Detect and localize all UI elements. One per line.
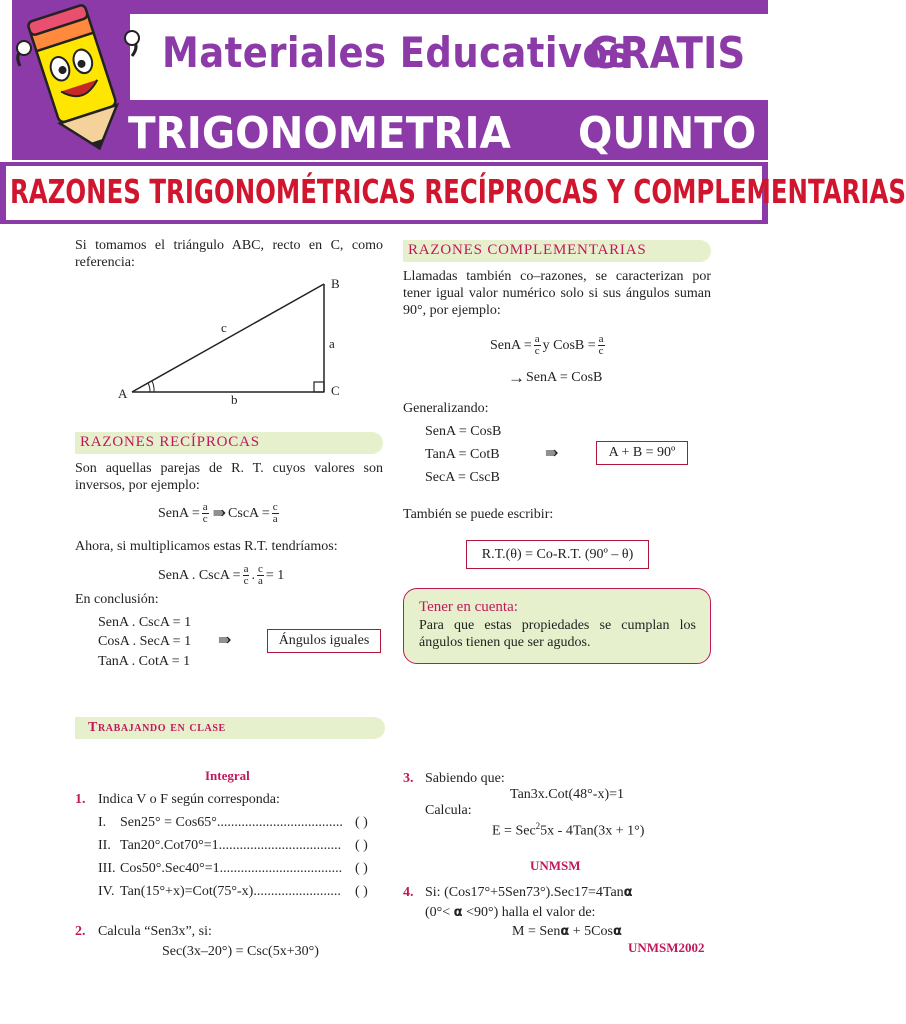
q4-range-end: <90°) halla el valor de: (462, 905, 596, 920)
q4-range-start: (0°< (425, 905, 454, 920)
item-2-roman: II. (98, 838, 111, 853)
item-3-roman: III. (98, 861, 116, 876)
fraction-a-c (534, 334, 541, 357)
site-title: Materiales Educativos (162, 28, 631, 77)
item-2-answer-blank[interactable]: ( ) (355, 838, 368, 853)
implies-arrow-icon: ⇛ (212, 505, 227, 522)
item-4-roman: IV. (98, 884, 115, 899)
question-2-number: 2. (75, 924, 86, 939)
intro-text: Si tomamos el triángulo ABC, recto en C, como referencia: (75, 238, 383, 270)
unmsm-label: UNMSM (530, 858, 581, 873)
q4-expr-b: + 5Cos (569, 924, 613, 939)
reciprocal-identity-3: TanA . CotA = 1 (98, 654, 191, 669)
question-4-expression (512, 923, 622, 940)
eq1-right: CscA = (228, 506, 270, 521)
item-1-answer-blank[interactable]: ( ) (355, 815, 368, 830)
integral-label: Integral (205, 768, 250, 783)
complementary-example-equation (490, 334, 607, 357)
eq1-left: SenA = (158, 506, 200, 521)
reciprocal-definition: Son aquellas parejas de R. T. cuyos valores son inversos, por ejemplo: (75, 461, 383, 493)
fraction-a-c (202, 502, 209, 525)
denominator: c (598, 345, 604, 357)
complementary-result (508, 369, 602, 386)
alpha-symbol: α (623, 885, 633, 900)
subject-label: TRIGONOMETRIA (128, 108, 511, 159)
right-triangle-diagram (110, 272, 370, 412)
question-4-range (425, 904, 595, 921)
equal-angles-box: Ángulos iguales (267, 629, 381, 653)
cofunction-identity-3: SecA = CscB (425, 470, 500, 485)
question-2-text: Calcula “Sen3x”, si: (98, 924, 212, 939)
site-gratis: GRATIS (588, 28, 746, 79)
question-3-text: Sabiendo que: (425, 771, 505, 786)
numerator: a (534, 333, 540, 345)
alpha-symbol: α (453, 905, 463, 920)
cofunction-identity-1: SenA = CosB (425, 424, 502, 439)
numerator: c (257, 563, 263, 575)
fraction-a-c (243, 564, 250, 587)
side-a-label: a (329, 336, 335, 351)
cofunction-formula-box: R.T.(θ) = Co-R.T. (90º – θ) (466, 540, 649, 569)
denominator: c (243, 575, 249, 587)
question-4-number: 4. (403, 885, 414, 900)
item-1-text: Sen25° = Cos65°.................................... (120, 815, 343, 830)
also-written-label: También se puede escribir: (403, 507, 554, 522)
item-3-answer-blank[interactable]: ( ) (355, 861, 368, 876)
eq3-result: SenA = CosB (526, 370, 603, 385)
multiply-text: Ahora, si multiplicamos estas R.T. tendríamos: (75, 539, 338, 554)
item-1-roman: I. (98, 815, 107, 830)
eq2-right: = 1 (265, 568, 285, 583)
reciprocal-identity-1: SenA . CscA = 1 (98, 615, 192, 630)
vertex-b-label: B (331, 276, 340, 291)
denominator: c (534, 345, 540, 357)
alpha-symbol: α (612, 924, 622, 939)
numerator: a (243, 563, 249, 575)
implies-arrow-icon: ⇛ (218, 632, 232, 649)
expr-part-a: E = Sec (492, 823, 536, 839)
question-2-equation: Sec(3x–20°) = Csc(5x+30°) (162, 944, 319, 959)
right-arrow-icon: → (508, 368, 525, 387)
reciprocal-identity-2: CosA . SecA = 1 (98, 634, 192, 649)
pencil-mascot-icon (12, 4, 142, 154)
question-1-number: 1. (75, 792, 86, 807)
item-2-text: Tan20°.Cot70°=1................................... (120, 838, 342, 853)
conclusion-label: En conclusión: (75, 592, 159, 607)
note-body: Para que estas propiedades se cumplan los ángulos tienen que ser agudos. (419, 618, 696, 650)
eq3-left: SenA = (490, 338, 532, 353)
side-b-label: b (231, 392, 238, 407)
expr-exponent: 2 (535, 821, 541, 831)
vertex-a-label: A (118, 386, 128, 401)
cofunction-identity-2: TanA = CotB (425, 447, 500, 462)
side-c-label: c (221, 320, 227, 335)
denominator: a (272, 513, 278, 525)
section-complementary-title: RAZONES COMPLEMENTARIAS (408, 242, 647, 258)
header (0, 0, 906, 225)
product-equation (158, 564, 284, 587)
numerator: c (272, 501, 278, 513)
section-reciprocal-title: RAZONES RECÍPROCAS (80, 434, 260, 450)
sum-90-box: A + B = 90º (596, 441, 688, 465)
vertex-c-label: C (331, 383, 340, 398)
reciprocal-example-equation (158, 502, 281, 525)
source-label: UNMSM2002 (628, 940, 705, 955)
q4-expr-a: M = Sen (512, 924, 561, 939)
item-3-text: Cos50°.Sec40°=1................................... (120, 861, 343, 876)
item-4-answer-blank[interactable]: ( ) (355, 884, 368, 899)
expr-part-b: 5x - 4Tan(3x + 1°) (540, 823, 645, 839)
item-4-text: Tan(15°+x)=Cot(75°-x)......................... (120, 884, 341, 899)
implies-arrow-icon: ⇛ (545, 445, 559, 462)
fraction-a-c (598, 334, 605, 357)
generalizing-label: Generalizando: (403, 401, 489, 416)
question-3-calc-label: Calcula: (425, 803, 472, 818)
practice-title: Trabajando en clase (88, 720, 226, 735)
denominator: c (202, 513, 208, 525)
topic-title: RAZONES TRIGONOMÉTRICAS RECÍPROCAS Y COMPLEMENTARIAS (10, 172, 906, 211)
denominator: a (257, 575, 263, 587)
q4-condition: Si: (Cos17°+5Sen73°).Sec17=4Tan (425, 885, 624, 900)
alpha-symbol: α (560, 924, 570, 939)
numerator: a (202, 501, 208, 513)
fraction-c-a (272, 502, 279, 525)
question-1-text: Indica V o F según corresponda: (98, 792, 280, 807)
fraction-c-a (257, 564, 264, 587)
grade-label: QUINTO (578, 108, 757, 159)
eq2-left: SenA . CscA = (158, 568, 241, 583)
question-3-number: 3. (403, 771, 414, 786)
question-4-text (425, 884, 633, 901)
complementary-definition: Llamadas también co–razones, se caracterizan por tener igual valor numérico solo si sus ángulos suman 90°, por ejemplo: (403, 269, 711, 318)
multiply-dot: . (251, 568, 255, 583)
numerator: a (598, 333, 604, 345)
question-3-expression (492, 818, 644, 840)
question-3-given: Tan3x.Cot(48°-x)=1 (510, 787, 624, 802)
note-title: Tener en cuenta: (419, 599, 518, 615)
eq3-mid: y CosB = (542, 338, 596, 353)
